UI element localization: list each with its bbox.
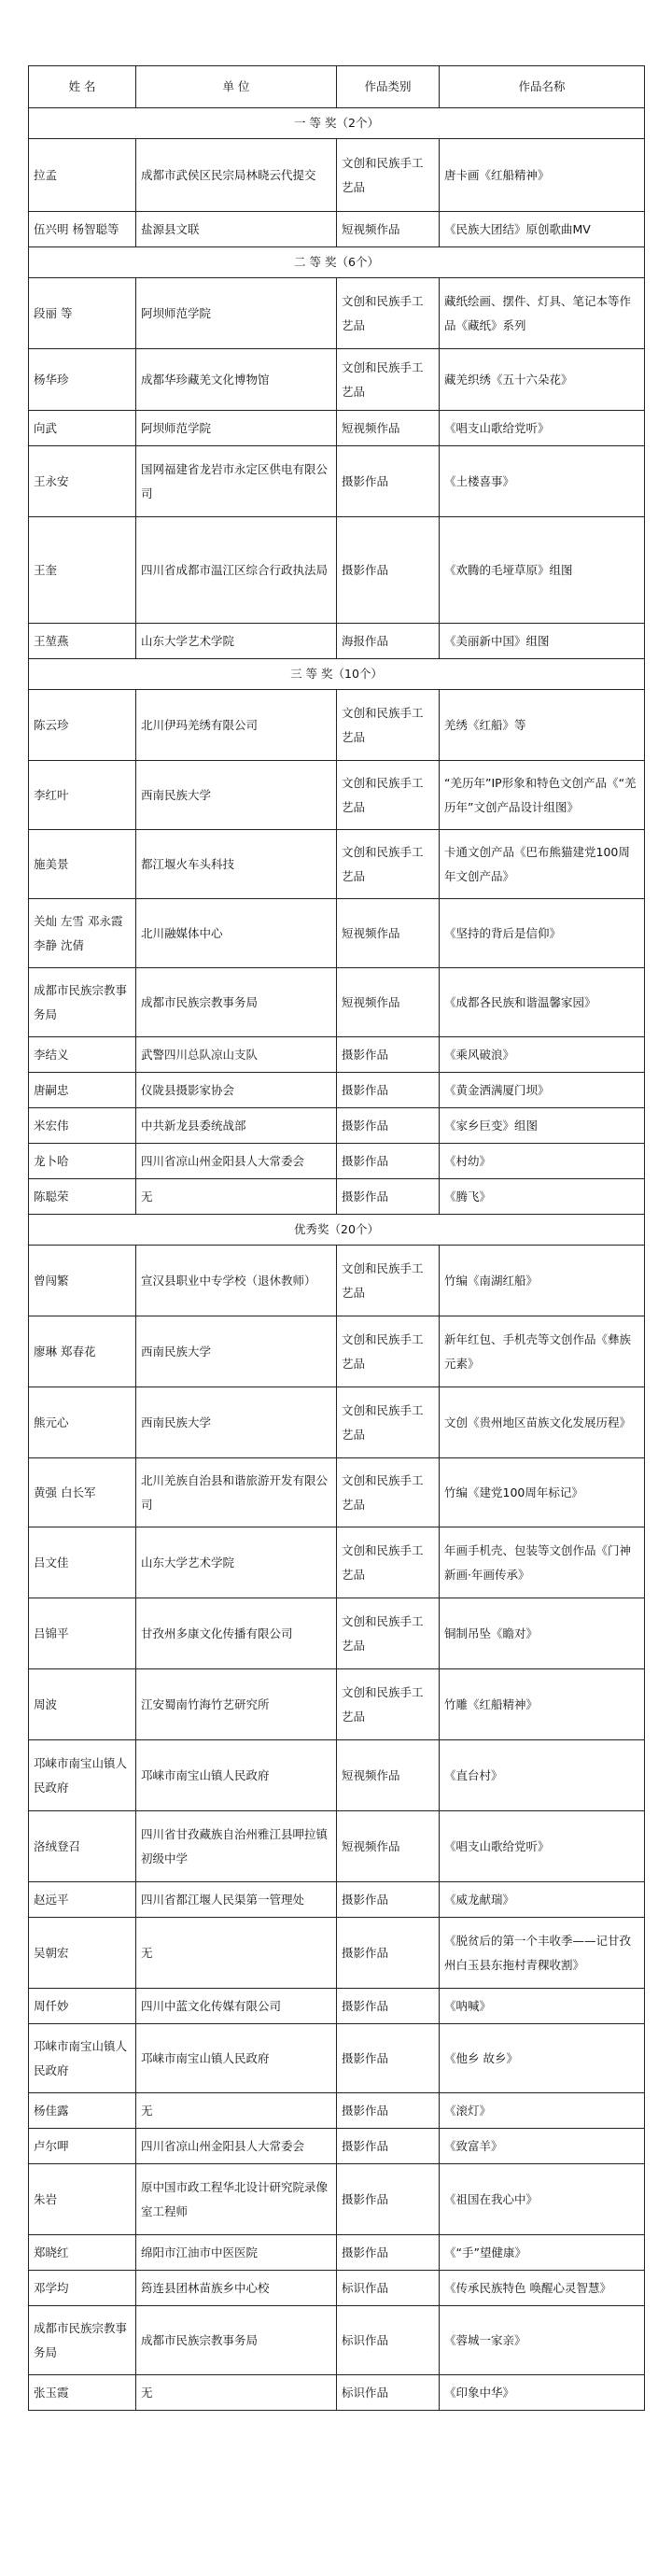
table-row [29, 624, 645, 659]
table-row [29, 349, 645, 411]
cell-name: 陈聪荣 [29, 1179, 136, 1215]
table-row [29, 830, 645, 899]
cell-unit: 北川伊玛羌绣有限公司 [136, 690, 337, 761]
cell-name: 关灿 左雪 邓永霞 李静 沈倩 [29, 899, 136, 968]
table-row [29, 2164, 645, 2235]
cell-category: 摄影作品 [337, 446, 440, 517]
cell-unit: 阿坝师范学院 [136, 411, 337, 446]
header-work: 作品名称 [440, 66, 645, 108]
cell-name: 李红叶 [29, 761, 136, 830]
cell-category: 短视频作品 [337, 1811, 440, 1882]
table-row [29, 139, 645, 212]
cell-work: 《民族大团结》原创歌曲MV [440, 212, 645, 247]
cell-name: 熊元心 [29, 1387, 136, 1458]
cell-unit: 无 [136, 2375, 337, 2411]
cell-work: 《致富羊》 [440, 2129, 645, 2164]
section-title: 优秀奖（20个） [29, 1215, 645, 1246]
cell-work: 《呐喊》 [440, 1989, 645, 2024]
cell-category: 文创和民族手工艺品 [337, 690, 440, 761]
cell-name: 邛崃市南宝山镇人民政府 [29, 1740, 136, 1811]
header-row [29, 66, 645, 108]
cell-category: 摄影作品 [337, 2093, 440, 2129]
cell-work: 《腾飞》 [440, 1179, 645, 1215]
cell-work: 羌绣《红船》等 [440, 690, 645, 761]
cell-unit: 四川省都江堰人民渠第一管理处 [136, 1882, 337, 1918]
cell-work: 文创《贵州地区苗族文化发展历程》 [440, 1387, 645, 1458]
cell-category: 摄影作品 [337, 1144, 440, 1179]
table-row [29, 212, 645, 247]
cell-name: 李结义 [29, 1037, 136, 1073]
cell-work: 《印象中华》 [440, 2375, 645, 2411]
cell-work: 《传承民族特色 唤醒心灵智慧》 [440, 2271, 645, 2306]
cell-work: 铜制吊坠《瞻对》 [440, 1598, 645, 1669]
cell-unit: 阿坝师范学院 [136, 278, 337, 349]
cell-name: 伍兴明 杨智聪等 [29, 212, 136, 247]
cell-category: 文创和民族手工艺品 [337, 1458, 440, 1527]
cell-unit: 国网福建省龙岩市永定区供电有限公司 [136, 446, 337, 517]
cell-name: 唐嗣忠 [29, 1073, 136, 1108]
section-title: 二 等 奖（6个） [29, 247, 645, 278]
table-row [29, 1144, 645, 1179]
cell-work: 唐卡画《红船精神》 [440, 139, 645, 212]
table-row [29, 1740, 645, 1811]
cell-unit: 成都华珍藏羌文化博物馆 [136, 349, 337, 411]
cell-name: 龙卜哈 [29, 1144, 136, 1179]
cell-name: 杨华珍 [29, 349, 136, 411]
cell-category: 标识作品 [337, 2306, 440, 2375]
cell-name: 拉孟 [29, 139, 136, 212]
table-row [29, 1387, 645, 1458]
table-row [29, 1037, 645, 1073]
cell-category: 短视频作品 [337, 1740, 440, 1811]
cell-name: 曾闯繁 [29, 1246, 136, 1316]
cell-unit: 原中国市政工程华北设计研究院录像室工程师 [136, 2164, 337, 2235]
table-row [29, 2375, 645, 2411]
cell-work: 卡通文创产品《巴布熊猫建党100周年文创产品》 [440, 830, 645, 899]
cell-name: 黄强 白长军 [29, 1458, 136, 1527]
table-row [29, 1598, 645, 1669]
cell-category: 文创和民族手工艺品 [337, 830, 440, 899]
cell-work: 竹编《建党100周年标记》 [440, 1458, 645, 1527]
cell-unit: 武警四川总队凉山支队 [136, 1037, 337, 1073]
cell-category: 文创和民族手工艺品 [337, 1246, 440, 1316]
cell-category: 摄影作品 [337, 1179, 440, 1215]
cell-name: 王堃燕 [29, 624, 136, 659]
cell-unit: 江安蜀南竹海竹艺研究所 [136, 1669, 337, 1740]
cell-name: 吕文佳 [29, 1527, 136, 1598]
table-row [29, 899, 645, 968]
table-row [29, 690, 645, 761]
table-row [29, 1316, 645, 1387]
cell-work: 藏纸绘画、摆件、灯具、笔记本等作品《藏纸》系列 [440, 278, 645, 349]
cell-name: 杨佳露 [29, 2093, 136, 2129]
cell-unit: 成都市民族宗教事务局 [136, 2306, 337, 2375]
cell-unit: 西南民族大学 [136, 1387, 337, 1458]
table-row [29, 1669, 645, 1740]
cell-work: 《“手”望健康》 [440, 2235, 645, 2271]
cell-name: 郑晓红 [29, 2235, 136, 2271]
cell-unit: 中共新龙县委统战部 [136, 1108, 337, 1144]
cell-name: 王奎 [29, 517, 136, 624]
awards-table [28, 65, 645, 2411]
cell-unit: 西南民族大学 [136, 761, 337, 830]
cell-work: 《唱支山歌给党听》 [440, 1811, 645, 1882]
cell-name: 成都市民族宗教事务局 [29, 2306, 136, 2375]
cell-category: 文创和民族手工艺品 [337, 761, 440, 830]
cell-name: 吕锦平 [29, 1598, 136, 1669]
cell-work: 《祖国在我心中》 [440, 2164, 645, 2235]
cell-work: 《村幼》 [440, 1144, 645, 1179]
cell-work: 《直台村》 [440, 1740, 645, 1811]
table-row [29, 1179, 645, 1215]
cell-name: 向武 [29, 411, 136, 446]
cell-work: 《坚持的背后是信仰》 [440, 899, 645, 968]
cell-work: 年画手机壳、包装等文创作品《门神新画·年画传承》 [440, 1527, 645, 1598]
cell-work: 《蓉城一家亲》 [440, 2306, 645, 2375]
cell-category: 文创和民族手工艺品 [337, 349, 440, 411]
cell-category: 摄影作品 [337, 517, 440, 624]
cell-name: 邛崃市南宝山镇人民政府 [29, 2024, 136, 2093]
cell-category: 标识作品 [337, 2271, 440, 2306]
table-row [29, 1918, 645, 1989]
cell-unit: 四川省成都市温江区综合行政执法局 [136, 517, 337, 624]
cell-work: 《黄金洒满厦门坝》 [440, 1073, 645, 1108]
cell-name: 段丽 等 [29, 278, 136, 349]
cell-category: 标识作品 [337, 2375, 440, 2411]
section-header-row [29, 1215, 645, 1246]
cell-work: 《成都各民族和谐温馨家园》 [440, 968, 645, 1037]
cell-category: 文创和民族手工艺品 [337, 1598, 440, 1669]
cell-unit: 山东大学艺术学院 [136, 1527, 337, 1598]
cell-name: 吴朝宏 [29, 1918, 136, 1989]
table-row [29, 446, 645, 517]
header-name: 姓 名 [29, 66, 136, 108]
section-title: 三 等 奖（10个） [29, 659, 645, 690]
cell-unit: 无 [136, 1179, 337, 1215]
cell-name: 廖琳 郑春花 [29, 1316, 136, 1387]
cell-category: 文创和民族手工艺品 [337, 1527, 440, 1598]
cell-work: 《威龙献瑞》 [440, 1882, 645, 1918]
cell-work: 藏羌织绣《五十六朵花》 [440, 349, 645, 411]
cell-unit: 山东大学艺术学院 [136, 624, 337, 659]
cell-work: 新年红包、手机壳等文创作品《彝族元素》 [440, 1316, 645, 1387]
section-header-row [29, 108, 645, 139]
cell-unit: 成都市民族宗教事务局 [136, 968, 337, 1037]
table-row [29, 2235, 645, 2271]
cell-name: 洛绒登召 [29, 1811, 136, 1882]
table-row [29, 411, 645, 446]
cell-unit: 绵阳市江油市中医医院 [136, 2235, 337, 2271]
cell-work: 《土楼喜事》 [440, 446, 645, 517]
section-header-row [29, 659, 645, 690]
cell-work: “羌历年”IP形象和特色文创产品《“羌历年”文创产品设计组图》 [440, 761, 645, 830]
table-row [29, 2306, 645, 2375]
section-title: 一 等 奖（2个） [29, 108, 645, 139]
awards-table-body [29, 108, 645, 2411]
table-row [29, 1108, 645, 1144]
cell-name: 朱岩 [29, 2164, 136, 2235]
table-row [29, 1989, 645, 2024]
cell-category: 短视频作品 [337, 899, 440, 968]
cell-name: 周仟妙 [29, 1989, 136, 2024]
header-category: 作品类别 [337, 66, 440, 108]
cell-unit: 北川融媒体中心 [136, 899, 337, 968]
cell-category: 文创和民族手工艺品 [337, 1387, 440, 1458]
cell-unit: 盐源县文联 [136, 212, 337, 247]
table-row [29, 2271, 645, 2306]
cell-category: 摄影作品 [337, 1989, 440, 2024]
cell-unit: 都江堰火车头科技 [136, 830, 337, 899]
cell-unit: 宣汉县职业中专学校（退休教师） [136, 1246, 337, 1316]
cell-category: 摄影作品 [337, 2024, 440, 2093]
cell-category: 文创和民族手工艺品 [337, 278, 440, 349]
cell-unit: 无 [136, 2093, 337, 2129]
cell-category: 摄影作品 [337, 1108, 440, 1144]
cell-unit: 邛崃市南宝山镇人民政府 [136, 2024, 337, 2093]
cell-category: 文创和民族手工艺品 [337, 1316, 440, 1387]
cell-name: 张玉霞 [29, 2375, 136, 2411]
cell-unit: 四川省凉山州金阳县人大常委会 [136, 2129, 337, 2164]
cell-work: 《家乡巨变》组图 [440, 1108, 645, 1144]
table-row [29, 2129, 645, 2164]
cell-category: 摄影作品 [337, 2235, 440, 2271]
cell-unit: 成都市武侯区民宗局林晓云代提交 [136, 139, 337, 212]
cell-name: 赵远平 [29, 1882, 136, 1918]
cell-category: 摄影作品 [337, 1918, 440, 1989]
table-row [29, 1073, 645, 1108]
cell-name: 卢尔呷 [29, 2129, 136, 2164]
cell-work: 《唱支山歌给党听》 [440, 411, 645, 446]
table-row [29, 1882, 645, 1918]
table-row [29, 2024, 645, 2093]
table-row [29, 278, 645, 349]
cell-category: 文创和民族手工艺品 [337, 139, 440, 212]
cell-category: 短视频作品 [337, 212, 440, 247]
cell-work: 《脱贫后的第一个丰收季——记甘孜州白玉县东拖村青稞收割》 [440, 1918, 645, 1989]
cell-category: 短视频作品 [337, 968, 440, 1037]
cell-name: 陈云珍 [29, 690, 136, 761]
cell-category: 摄影作品 [337, 1882, 440, 1918]
cell-unit: 无 [136, 1918, 337, 1989]
cell-name: 米宏伟 [29, 1108, 136, 1144]
table-row [29, 1527, 645, 1598]
cell-work: 《滚灯》 [440, 2093, 645, 2129]
table-row [29, 1246, 645, 1316]
cell-unit: 仪陇县摄影家协会 [136, 1073, 337, 1108]
cell-unit: 四川省甘孜藏族自治州雅江县呷拉镇初级中学 [136, 1811, 337, 1882]
table-row [29, 517, 645, 624]
table-row [29, 1811, 645, 1882]
table-row [29, 1458, 645, 1527]
cell-category: 摄影作品 [337, 2129, 440, 2164]
cell-work: 竹雕《红船精神》 [440, 1669, 645, 1740]
cell-name: 周波 [29, 1669, 136, 1740]
cell-unit: 甘孜州多康文化传播有限公司 [136, 1598, 337, 1669]
table-row [29, 968, 645, 1037]
cell-category: 摄影作品 [337, 1037, 440, 1073]
table-row [29, 761, 645, 830]
cell-category: 摄影作品 [337, 1073, 440, 1108]
cell-category: 文创和民族手工艺品 [337, 1669, 440, 1740]
cell-unit: 邛崃市南宝山镇人民政府 [136, 1740, 337, 1811]
cell-unit: 西南民族大学 [136, 1316, 337, 1387]
cell-category: 短视频作品 [337, 411, 440, 446]
cell-name: 王永安 [29, 446, 136, 517]
cell-work: 《乘风破浪》 [440, 1037, 645, 1073]
cell-name: 施美景 [29, 830, 136, 899]
header-unit: 单 位 [136, 66, 337, 108]
cell-work: 《他乡 故乡》 [440, 2024, 645, 2093]
cell-work: 《欢腾的毛垭草原》组图 [440, 517, 645, 624]
cell-work: 《美丽新中国》组图 [440, 624, 645, 659]
cell-work: 竹编《南湖红船》 [440, 1246, 645, 1316]
cell-unit: 四川省凉山州金阳县人大常委会 [136, 1144, 337, 1179]
cell-category: 海报作品 [337, 624, 440, 659]
cell-unit: 四川中蓝文化传媒有限公司 [136, 1989, 337, 2024]
cell-name: 邓学均 [29, 2271, 136, 2306]
cell-category: 摄影作品 [337, 2164, 440, 2235]
cell-name: 成都市民族宗教事务局 [29, 968, 136, 1037]
cell-unit: 北川羌族自治县和谐旅游开发有限公司 [136, 1458, 337, 1527]
cell-unit: 筠连县团林苗族乡中心校 [136, 2271, 337, 2306]
table-row [29, 2093, 645, 2129]
section-header-row [29, 247, 645, 278]
